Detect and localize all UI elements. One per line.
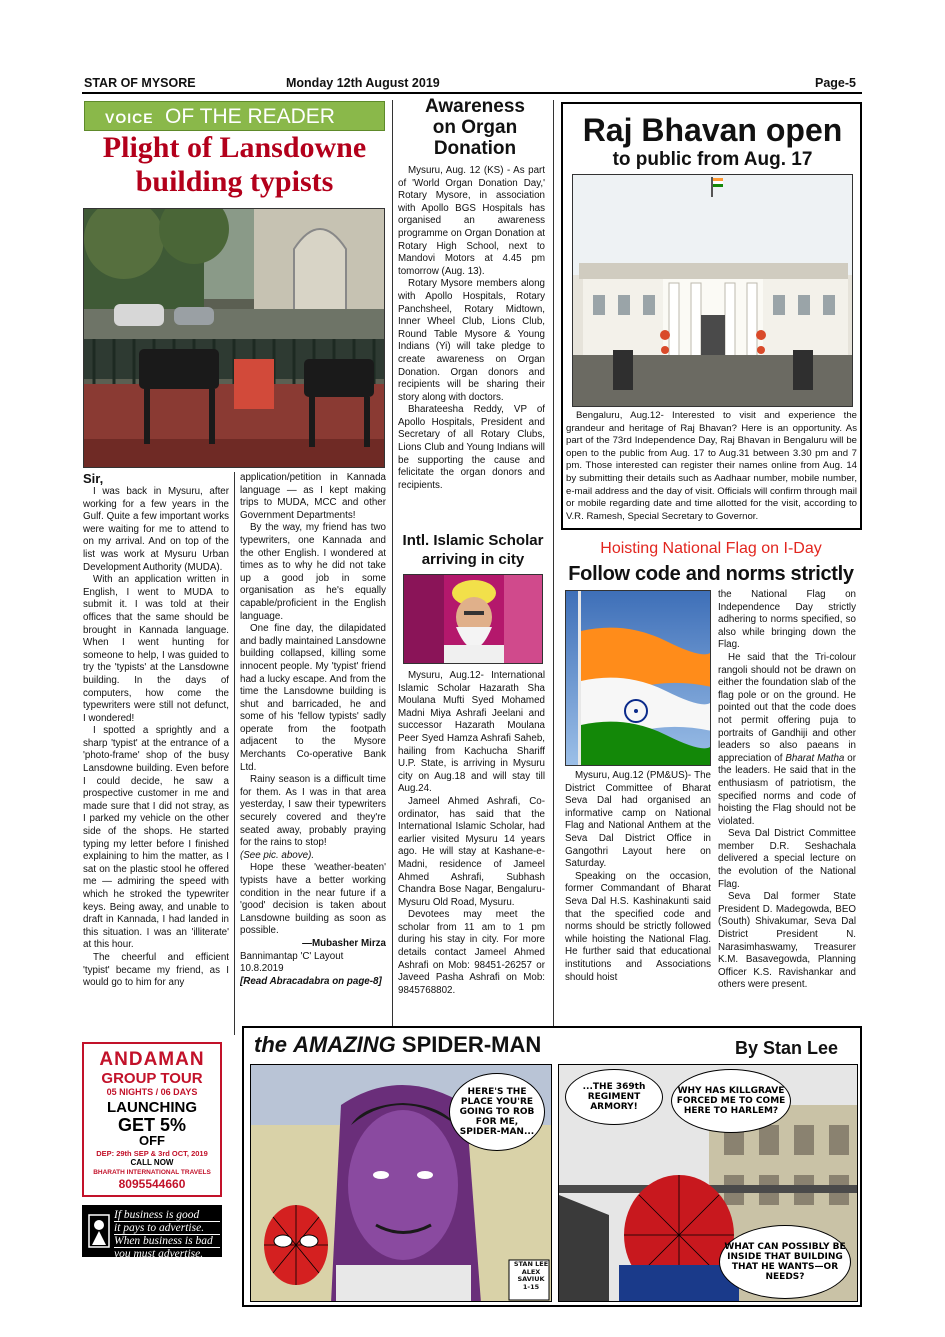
flag-kicker: Hoisting National Flag on I-Day (600, 540, 822, 557)
ad-line: When business is bad (114, 1235, 220, 1248)
letter-signature: —Mubasher Mirza (302, 937, 386, 949)
flag-column-left (565, 770, 711, 1036)
organ-para: Rotary Mysore members along with Apollo Hospitals, Rotary Panchsheel, Rotary Midtown, Inner Wheel Club, Lions Club, Round Table Mysore & Young Indians (Yi) will take pledge to create awareness on Organ Donation. Organ donors and recipients will be sharing their story along with doctors. (398, 278, 545, 403)
scholar-photo-art (404, 575, 543, 664)
ad-line: DEP: 29th SEP & 3rd OCT, 2019 (96, 1149, 208, 1158)
flag-photo (565, 590, 711, 766)
comic-title-spiderman: SPIDER-MAN (401, 1032, 542, 1057)
organ-article (398, 165, 545, 527)
organ-para: Bharateesha Reddy, VP of Apollo Hospitals, President and Secretary of all Rotary Clubs, Lions Club and Young Indians will be supporting the cause and felicitate the organ donors and recipients. (398, 404, 545, 491)
letter-headline-line2: building typists (135, 165, 334, 198)
letter-para: One fine day, the dilapidated and badly maintained Lansdowne building collapsed, killing some innocent people. My 'typist' friend had a lucky escape. And from the time the Lansdowne building is shut and barricaded, he and some of his 'fellow typists' sadly operate from the footpath adjacent to the Mysore Merchants Co-operative Bank Ltd. (240, 623, 386, 773)
ad-line: If business is good (114, 1209, 220, 1222)
comic-title-the: the (254, 1032, 287, 1057)
letter-date: 10.8.2019 (240, 963, 284, 975)
speech-bubble: HERE'S THE PLACE YOU'RE GOING TO ROB FOR ME, SPIDER-MAN... (449, 1073, 545, 1151)
comic-panel-2 (558, 1064, 858, 1302)
ad-phone: 8095544660 (118, 1177, 186, 1191)
flag-photo-art (566, 591, 711, 766)
scholar-photo (403, 574, 543, 664)
raj-bhavan-subheadline: to public from Aug. 17 (612, 149, 813, 170)
comic-credit: STAN LEE ALEX SAVIUK 1-15 (513, 1260, 549, 1291)
ad-line: BHARATH INTERNATIONAL TRAVELS (93, 1169, 211, 1176)
issue-date: Monday 12th August 2019 (286, 76, 440, 90)
ad-line: you must advertise. (114, 1248, 204, 1260)
organ-headline-line2: on Organ (432, 117, 518, 138)
organ-headline-line1: Awareness (425, 96, 525, 117)
ad-line: 05 NIGHTS / 06 DAYS (106, 1087, 198, 1097)
page-number: Page-5 (815, 76, 856, 90)
ad-line: ANDAMAN (99, 1049, 205, 1070)
scholar-para: Devotees may meet the scholar from 11 am to 1 pm during his stay in city. For more details contact Jameel Ahmed Ashrafi on Mob: 98451-26257 or Javeed Pasha Ashrafi on Mob: 9845768802. (398, 909, 545, 996)
letter-column-2 (240, 472, 386, 1038)
column-rule (553, 100, 554, 1035)
column-rule (234, 472, 235, 1035)
masthead-rule (82, 92, 862, 94)
comic-panel-1 (250, 1064, 552, 1302)
flag-para: Seva Dal District Committee member D.R. Seshachala delivered a special lecture on the evolution of the National Flag. (718, 828, 856, 890)
scholar-article (398, 670, 545, 1022)
salutation: Sir, (83, 472, 104, 486)
see-pic-note: (See pic. above). (240, 849, 315, 861)
voice-of-reader-banner (84, 101, 385, 131)
scholar-para: Mysuru, Aug.12- International Islamic Scholar Hazarath Sha Moulana Mufti Syed Mohamed Madni Miya Ashrafi Jeelani and successor Hazarath Moulana Peer Syed Hamza Ashrafi Saheb, hailing from Kachucha Shariff U.P. State, is arriving in Mysuru city on Aug.18 and will stay till Aug.24. (398, 670, 545, 795)
flag-italic: Bharat Matha (785, 752, 845, 764)
flag-headline: Follow code and norms strictly (568, 563, 854, 585)
of-the-reader-label: OF THE READER (165, 105, 335, 128)
ad-line: GET 5% (117, 1115, 187, 1135)
ad-line: LAUNCHING (107, 1099, 197, 1116)
flag-para: Speaking on the occasion, former Commandant of Bharat Seva Dal H.S. Kashinakunti said that the specified code and norms should be strictly followed while hoisting the National Flag. He further said that educational institutions and Associations should hoist (565, 870, 711, 983)
ad-line: GROUP TOUR (101, 1070, 203, 1087)
raj-bhavan-para: Bengaluru, Aug.12- Interested to visit and experience the grandeur and heritage of Raj Bhavan? Here is an opportunity. As part of the 73rd Independence Day, Raj Bhavan in Bengaluru will be open to the public from Aug. 17 to Aug.31 between 3.30 pm and 7 pm. Those interested can register their names online from Aug. 14 by submitting their details such as Aadhaar number, mobile number, e-mail address and the day of visit. Officials will confirm through mail or mobile regarding date and time allotted for the visit, according to V.R. Ramesh, Special Secretary to Governor. (566, 410, 857, 522)
typists-photo (83, 208, 385, 468)
organ-headline (398, 96, 552, 159)
flag-para: the National Flag on Independence Day strictly adhering to norms specified, so also while bringing down the Flag. (718, 589, 856, 651)
comic-title-amazing: AMAZING (293, 1032, 396, 1057)
scholar-headline (398, 531, 548, 569)
flag-para: Seva Dal former State President D. Madegowda, BEO (South) Shivakumar, Seva Dal District President N. Narasimhaswamy, Treasurer K.M. Basavegowda, Planning Officer K.S. Ravishankar and others were present. (718, 891, 856, 991)
letter-para: Rainy season is a difficult time for them. As I was in that area yesterday, I saw their typewriters securely covered and they're seated away, probably praying for the rains to stop! (240, 774, 386, 849)
flag-text: He said that the Tri-colour rangoli should not be drawn on either the foundation slab of the flag pole or on the ground. He pointed out that the code does not permit offering puja to portraits of Gandhiji and other leaders so also paeans in appreciation of (718, 651, 856, 764)
letter-para: I spotted a sprightly and a sharp 'typist' at the entrance of a 'photo-frame' shop of the busy Lansdowne building. Even before I could decide, he saw a prospective customer in me and made sure that I did not stray, as I parked my vehicle on the other side of the shops. He started typing my letter before I finished explaining to him the matter, as I sat on the plastic stool he offered me — admiring the speed with which he stroked the typewriter keys. Being away, and unable to draft in Kannada, I had landed in this situation. I was an 'illiterate' at this hour. (83, 725, 229, 951)
letter-column-1 (83, 472, 229, 1038)
ad-line: OFF (139, 1133, 165, 1148)
flag-para: Mysuru, Aug.12 (PM&US)- The District Committee of Bharat Seva Dal had organised an informative camp on National Flag and National Anthem at the Seva Dal District Office in Gangothri Layout here on Saturday. (565, 770, 711, 870)
letter-para: application/petition in Kannada language — as I kept making trips to MUDA, MCC and other Government Departments! (240, 472, 386, 521)
andaman-tour-ad[interactable] (82, 1042, 222, 1197)
flag-text: or the leaders. He said that in the enthusiasm of patriotism, the specified norms and code of hoisting the Flag should not be violated. (718, 752, 856, 827)
comic-strip (242, 1026, 862, 1307)
read-more-note: [Read Abracadabra on page-8] (240, 975, 382, 987)
letter-headline (84, 131, 385, 199)
scholar-headline-line2: arriving in city (421, 551, 525, 568)
organ-para: Mysuru, Aug. 12 (KS) - As part of 'World Organ Donation Day,' Rotary Mysore, in association with Apollo BGS Hospitals has organised an awareness programme on Organ Donation at Rotary High School, next to Mandovi Motors at 4.45 pm tomorrow (Aug. 13). (398, 165, 545, 277)
column-rule (392, 100, 393, 1035)
letter-para: By the way, my friend has two typewriters, one Kannada and the other English. I wondered at times as to why he did not take up a good job in some organisation as he's equally capable/proficient in the English language. (240, 522, 386, 622)
ad-line: CALL NOW (130, 1158, 174, 1167)
letter-headline-line1: Plight of Lansdowne (102, 131, 367, 164)
raj-bhavan-photo (572, 174, 853, 407)
letter-address: Bannimantap 'C' Layout (240, 950, 344, 962)
emblem-icon (86, 1211, 112, 1251)
raj-bhavan-headline: Raj Bhavan open (582, 112, 843, 148)
comic-title (254, 1032, 541, 1058)
advertise-ad (82, 1205, 222, 1260)
letter-para: Hope these 'weather-beaten' typists have a better working condition in the near future if a 'good' decision is taken about Lansdowne building as soon as possible. (240, 862, 386, 937)
speech-bubble: ...THE 369th REGIMENT ARMORY! (565, 1069, 663, 1125)
thought-bubble: WHY HAS KILLGRAVE FORCED ME TO COME HERE TO HARLEM? (671, 1069, 791, 1133)
letter-para: I was back in Mysuru, after working for a few years in the Gulf. Quite a few important works were waiting for me to attend to on my arrival. And on top of the list was work at Mysuru Urban Development Authority (MUDA). (83, 486, 229, 573)
voice-label: VOICE (105, 110, 154, 126)
letter-para: With an application written in English, I went to MUDA to submit it. I was told at their offices that the same should be brought in Kannada language. When I went hunting for someone to help, I was guided to try the 'typists' at the Lansdowne building. In the days of computers, how come the typewriters were still not defunct, I wondered! (83, 574, 229, 724)
organ-headline-line3: Donation (433, 138, 517, 159)
raj-bhavan-photo-art (573, 175, 853, 407)
flag-column-right (718, 589, 856, 1036)
paper-name: STAR OF MYSORE (84, 76, 196, 90)
letter-para: The cheerful and efficient 'typist' became my friend, as I would go to him for any (83, 951, 229, 989)
thought-bubble: WHAT CAN POSSIBLY BE INSIDE THAT BUILDING THAT HE WANTS—OR NEEDS? (719, 1225, 851, 1299)
scholar-para: Jameel Ahmed Ashrafi, Co-ordinator, has said that the International Islamic Scholar, had earlier visited Mysuru 14 years ago. He will stay at Kashane-e-Madni, residence of Jameel Ahmed Ashrafi, Subhash Chandra Bose Nagar, Bengaluru-Mysuru Old Road, Mysuru. (398, 795, 545, 908)
typists-photo-art (84, 209, 385, 468)
comic-byline: By Stan Lee (734, 1038, 838, 1058)
ad-line: it pays to advertise. (114, 1222, 220, 1235)
raj-bhavan-article (566, 410, 857, 526)
flag-para (718, 652, 856, 828)
scholar-headline-line1: Intl. Islamic Scholar (402, 532, 544, 549)
